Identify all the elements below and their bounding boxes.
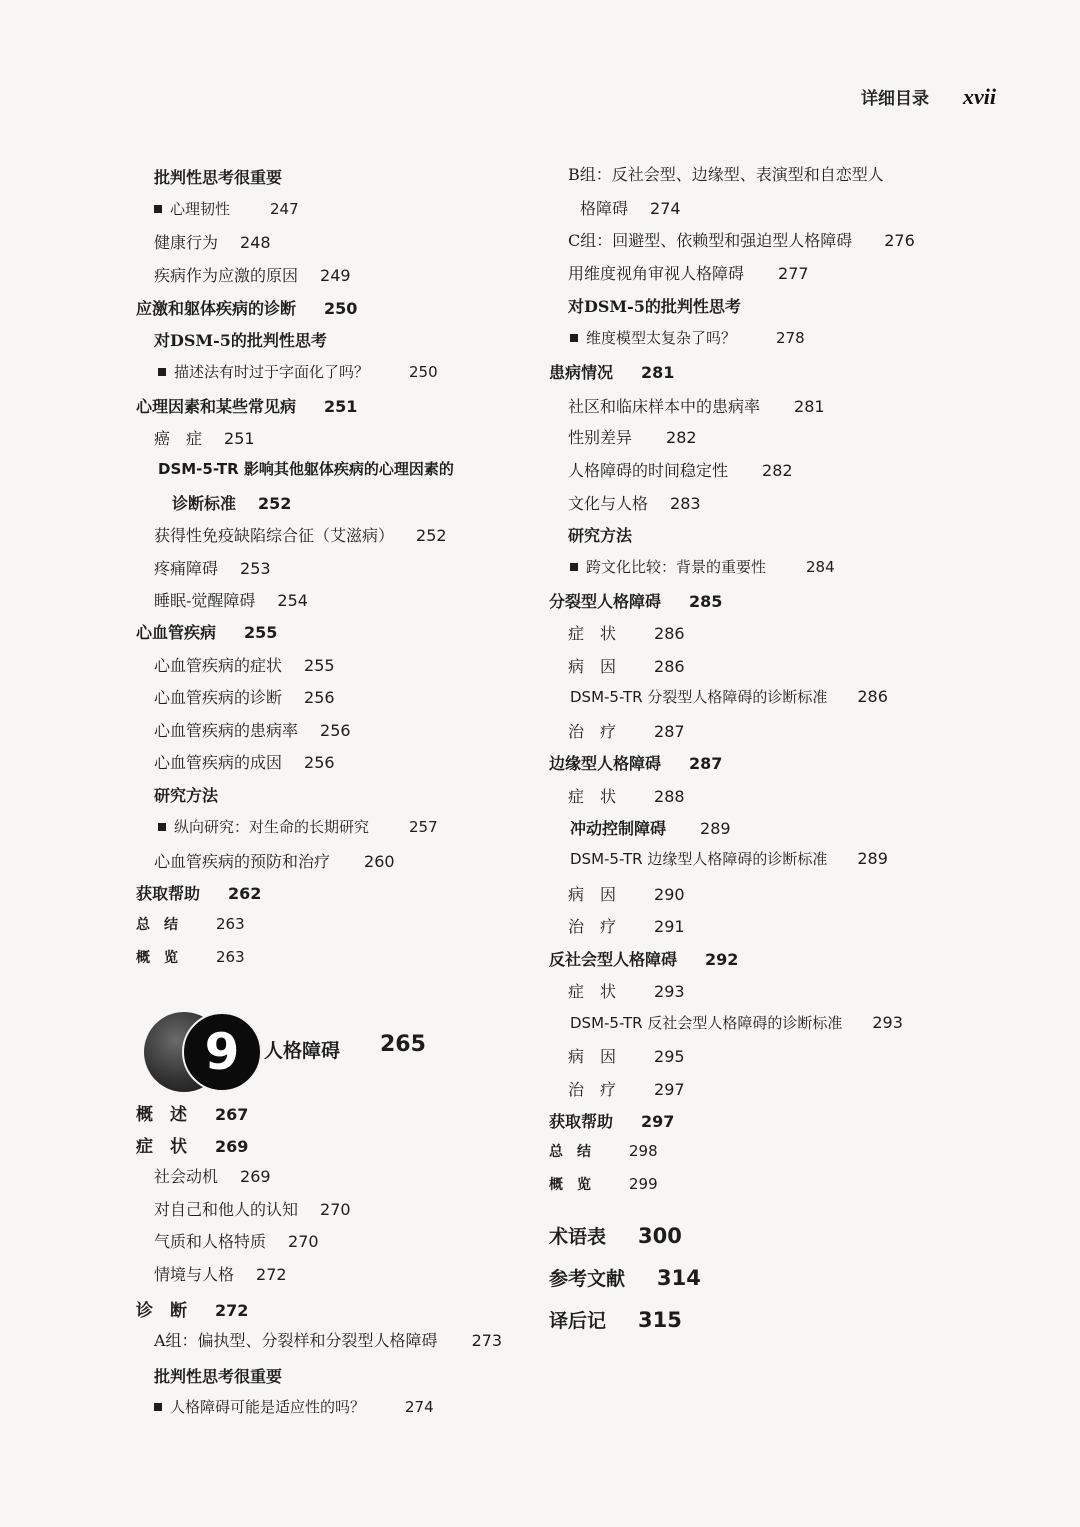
toc-entry[interactable]: 获取帮助 297: [549, 1112, 675, 1131]
toc-entry[interactable]: 社会动机 269: [154, 1167, 271, 1186]
toc-entry[interactable]: DSM-5-TR 分裂型人格障碍的诊断标准 286: [570, 687, 888, 706]
toc-entry[interactable]: 跨文化比较：背景的重要性 284: [570, 556, 835, 582]
toc-entry[interactable]: 对DSM-5的批判性思考: [154, 331, 327, 350]
toc-entry[interactable]: 心血管疾病的症状 255: [154, 656, 335, 675]
toc-entry[interactable]: 纵向研究：对生命的长期研究 257: [158, 816, 438, 842]
toc-entry[interactable]: 疾病作为应激的原因 249: [154, 266, 351, 285]
toc-entry[interactable]: 获取帮助 262: [136, 884, 262, 903]
toc-entry[interactable]: C组：回避型、依赖型和强迫型人格障碍 276: [568, 231, 915, 250]
toc-entry[interactable]: 心血管疾病的患病率 256: [154, 721, 351, 740]
chapter-page: 265: [380, 1032, 426, 1057]
toc-entry[interactable]: 概 览 299: [549, 1175, 658, 1193]
square-bullet-icon: [154, 205, 162, 213]
toc-entry[interactable]: 总 结 263: [136, 915, 245, 933]
toc-entry[interactable]: 情境与人格 272: [154, 1265, 287, 1284]
toc-entry[interactable]: 治 疗 297: [568, 1080, 685, 1099]
toc-entry[interactable]: 概 览 263: [136, 948, 245, 966]
toc-entry[interactable]: 心血管疾病的成因 256: [154, 753, 335, 772]
toc-entry[interactable]: 用维度视角审视人格障碍 277: [568, 264, 809, 283]
toc-entry[interactable]: 诊断标准 252: [172, 494, 292, 513]
toc-entry[interactable]: 病 因 286: [568, 657, 685, 676]
chapter-number-badge: [182, 1012, 262, 1092]
square-bullet-icon: [570, 563, 578, 571]
toc-entry[interactable]: 性别差异 282: [568, 428, 697, 447]
toc-entry[interactable]: 治 疗 291: [568, 917, 685, 936]
chapter-title: 人格障碍: [264, 1040, 341, 1062]
toc-entry[interactable]: 诊 断 272: [136, 1301, 249, 1321]
toc-entry[interactable]: 癌 症 251: [154, 429, 255, 448]
toc-entry[interactable]: A组：偏执型、分裂样和分裂型人格障碍 273: [154, 1331, 503, 1350]
square-bullet-icon: [570, 334, 578, 342]
toc-entry[interactable]: 人格障碍可能是适应性的吗？ 274: [154, 1396, 434, 1422]
toc-entry[interactable]: 心理韧性 247: [154, 198, 299, 224]
header-title: 详细目录: [861, 89, 929, 109]
toc-entry[interactable]: 应激和躯体疾病的诊断 250: [136, 299, 358, 318]
toc-entry[interactable]: 心血管疾病的诊断 256: [154, 688, 335, 707]
toc-entry[interactable]: 批判性思考很重要: [154, 168, 283, 187]
chapter-heading[interactable]: [144, 1012, 444, 1092]
toc-entry[interactable]: DSM-5-TR 反社会型人格障碍的诊断标准 293: [570, 1013, 903, 1032]
toc-entry[interactable]: 边缘型人格障碍 287: [549, 754, 723, 773]
toc-entry[interactable]: 心理因素和某些常见病 251: [136, 397, 358, 416]
page-header: [861, 84, 996, 110]
toc-entry[interactable]: 睡眠-觉醒障碍 254: [154, 591, 308, 610]
toc-entry[interactable]: 描述法有时过于字面化了吗？ 250: [158, 361, 438, 387]
square-bullet-icon: [154, 1403, 162, 1411]
toc-entry[interactable]: 症 状 286: [568, 624, 685, 643]
toc-entry[interactable]: 维度模型太复杂了吗？ 278: [570, 327, 805, 353]
toc-entry[interactable]: 概 述 267: [136, 1105, 249, 1125]
toc-entry[interactable]: 疼痛障碍 253: [154, 559, 271, 578]
toc-entry[interactable]: 症 状 293: [568, 982, 685, 1001]
toc-entry[interactable]: 文化与人格 283: [568, 494, 701, 513]
toc-entry[interactable]: 气质和人格特质 270: [154, 1232, 319, 1251]
toc-entry[interactable]: 人格障碍的时间稳定性 282: [568, 461, 793, 480]
toc-entry[interactable]: DSM-5-TR 影响其他躯体疾病的心理因素的: [158, 460, 454, 478]
toc-entry[interactable]: 总 结 298: [549, 1142, 658, 1160]
toc-entry[interactable]: B组：反社会型、边缘型、表演型和自恋型人: [568, 165, 884, 184]
toc-entry[interactable]: 批判性思考很重要: [154, 1367, 283, 1386]
toc-entry[interactable]: 参考文献 314: [549, 1266, 701, 1290]
toc-entry[interactable]: 对自己和他人的认知 270: [154, 1200, 351, 1219]
toc-entry[interactable]: 反社会型人格障碍 292: [549, 950, 739, 969]
toc-entry[interactable]: 冲动控制障碍 289: [570, 819, 731, 838]
toc-entry[interactable]: 症 状 269: [136, 1137, 249, 1157]
toc-entry[interactable]: 心血管疾病 255: [136, 623, 278, 642]
toc-entry[interactable]: 病 因 290: [568, 885, 685, 904]
toc-entry[interactable]: 治 疗 287: [568, 722, 685, 741]
toc-entry[interactable]: 病 因 295: [568, 1047, 685, 1066]
toc-entry[interactable]: DSM-5-TR 边缘型人格障碍的诊断标准 289: [570, 849, 888, 868]
toc-entry[interactable]: 格障碍 274: [580, 199, 681, 218]
toc-entry[interactable]: 译后记 315: [549, 1308, 682, 1332]
toc-entry[interactable]: 术语表 300: [549, 1224, 682, 1248]
toc-entry[interactable]: 患病情况 281: [549, 363, 675, 382]
toc-entry[interactable]: 获得性免疫缺陷综合征（艾滋病） 252: [154, 526, 447, 545]
square-bullet-icon: [158, 823, 166, 831]
toc-entry[interactable]: 分裂型人格障碍 285: [549, 592, 723, 611]
toc-entry[interactable]: 对DSM-5的批判性思考: [568, 297, 741, 316]
toc-entry[interactable]: 社区和临床样本中的患病率 281: [568, 397, 825, 416]
header-page-number: xvii: [963, 84, 996, 109]
toc-entry[interactable]: 研究方法: [154, 786, 219, 805]
toc-entry[interactable]: 症 状 288: [568, 787, 685, 806]
square-bullet-icon: [158, 368, 166, 376]
toc-entry[interactable]: 研究方法: [568, 526, 633, 545]
toc-entry[interactable]: 心血管疾病的预防和治疗 260: [154, 852, 395, 871]
chapter-number: 9: [204, 1023, 240, 1081]
toc-entry[interactable]: 健康行为 248: [154, 233, 271, 252]
